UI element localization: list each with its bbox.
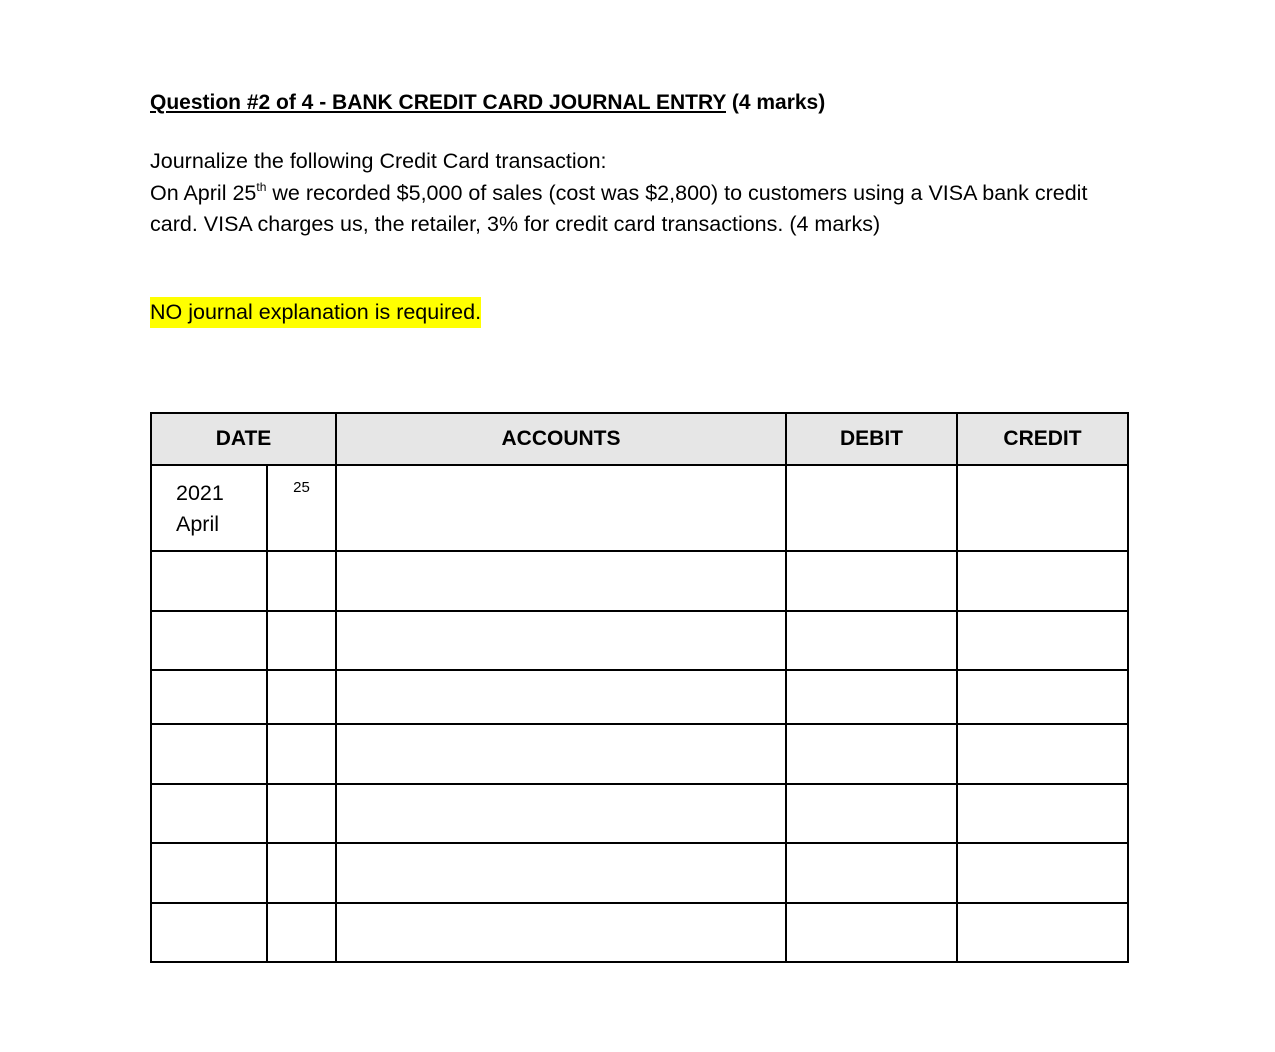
date-day-cell[interactable] (267, 784, 336, 843)
debit-cell[interactable] (786, 465, 957, 551)
credit-cell[interactable] (957, 670, 1128, 724)
credit-cell[interactable] (957, 465, 1128, 551)
date-month-cell[interactable] (151, 551, 267, 611)
header-debit: DEBIT (786, 413, 957, 465)
accounts-cell[interactable] (336, 551, 786, 611)
journal-header-row (151, 413, 1128, 465)
journal-row (151, 465, 1128, 551)
date-day-cell[interactable] (267, 724, 336, 784)
question-marks: (4 marks) (731, 91, 826, 114)
journal-row (151, 784, 1128, 843)
header-date: DATE (151, 413, 336, 465)
date-day-cell[interactable] (267, 670, 336, 724)
journal-row (151, 903, 1128, 962)
question-instructions (150, 146, 1130, 241)
debit-cell[interactable] (786, 670, 957, 724)
instruction-line-2-start: On April 25 (150, 180, 257, 205)
date-day-cell[interactable] (267, 551, 336, 611)
credit-cell[interactable] (957, 843, 1128, 903)
credit-cell[interactable] (957, 551, 1128, 611)
date-month-cell[interactable] (151, 611, 267, 670)
accounts-cell[interactable] (336, 903, 786, 962)
debit-cell[interactable] (786, 784, 957, 843)
date-month-cell[interactable] (151, 843, 267, 903)
highlighted-note: NO journal explanation is required. (150, 297, 481, 328)
credit-cell[interactable] (957, 611, 1128, 670)
header-accounts: ACCOUNTS (336, 413, 786, 465)
instruction-line-1: Journalize the following Credit Card transaction: (150, 149, 607, 173)
instruction-line-2-rest: we recorded $5,000 of sales (cost was $2,800) to customers using a VISA bank credit card. VISA charges us, the retailer, 3% for credit card transactions. (4 marks) (150, 180, 1088, 236)
date-day-cell[interactable]: 25 (267, 465, 336, 551)
date-day-cell[interactable] (267, 611, 336, 670)
accounts-cell[interactable] (336, 724, 786, 784)
debit-cell[interactable] (786, 611, 957, 670)
date-day-cell[interactable] (267, 903, 336, 962)
date-month-cell[interactable] (151, 903, 267, 962)
date-year-month-cell[interactable] (151, 465, 267, 551)
entry-year: 2021 (176, 481, 224, 505)
date-month-cell[interactable] (151, 784, 267, 843)
header-credit: CREDIT (957, 413, 1128, 465)
accounts-cell[interactable] (336, 611, 786, 670)
journal-row (151, 724, 1128, 784)
date-day-cell[interactable] (267, 843, 336, 903)
entry-month: April (176, 512, 220, 536)
question-heading (150, 91, 825, 115)
credit-cell[interactable] (957, 903, 1128, 962)
instruction-line-2 (150, 178, 1130, 241)
debit-cell[interactable] (786, 843, 957, 903)
date-month-cell[interactable] (151, 670, 267, 724)
accounts-cell[interactable] (336, 670, 786, 724)
debit-cell[interactable] (786, 551, 957, 611)
credit-cell[interactable] (957, 784, 1128, 843)
date-month-cell[interactable] (151, 724, 267, 784)
journal-row (151, 611, 1128, 670)
accounts-cell[interactable] (336, 465, 786, 551)
credit-cell[interactable] (957, 724, 1128, 784)
journal-table (150, 412, 1129, 963)
accounts-cell[interactable] (336, 843, 786, 903)
question-title: Question #2 of 4 - BANK CREDIT CARD JOURNAL ENTRY (150, 91, 726, 114)
journal-row (151, 843, 1128, 903)
debit-cell[interactable] (786, 724, 957, 784)
debit-cell[interactable] (786, 903, 957, 962)
journal-row (151, 670, 1128, 724)
ordinal-suffix: th (256, 179, 267, 194)
journal-row (151, 551, 1128, 611)
accounts-cell[interactable] (336, 784, 786, 843)
